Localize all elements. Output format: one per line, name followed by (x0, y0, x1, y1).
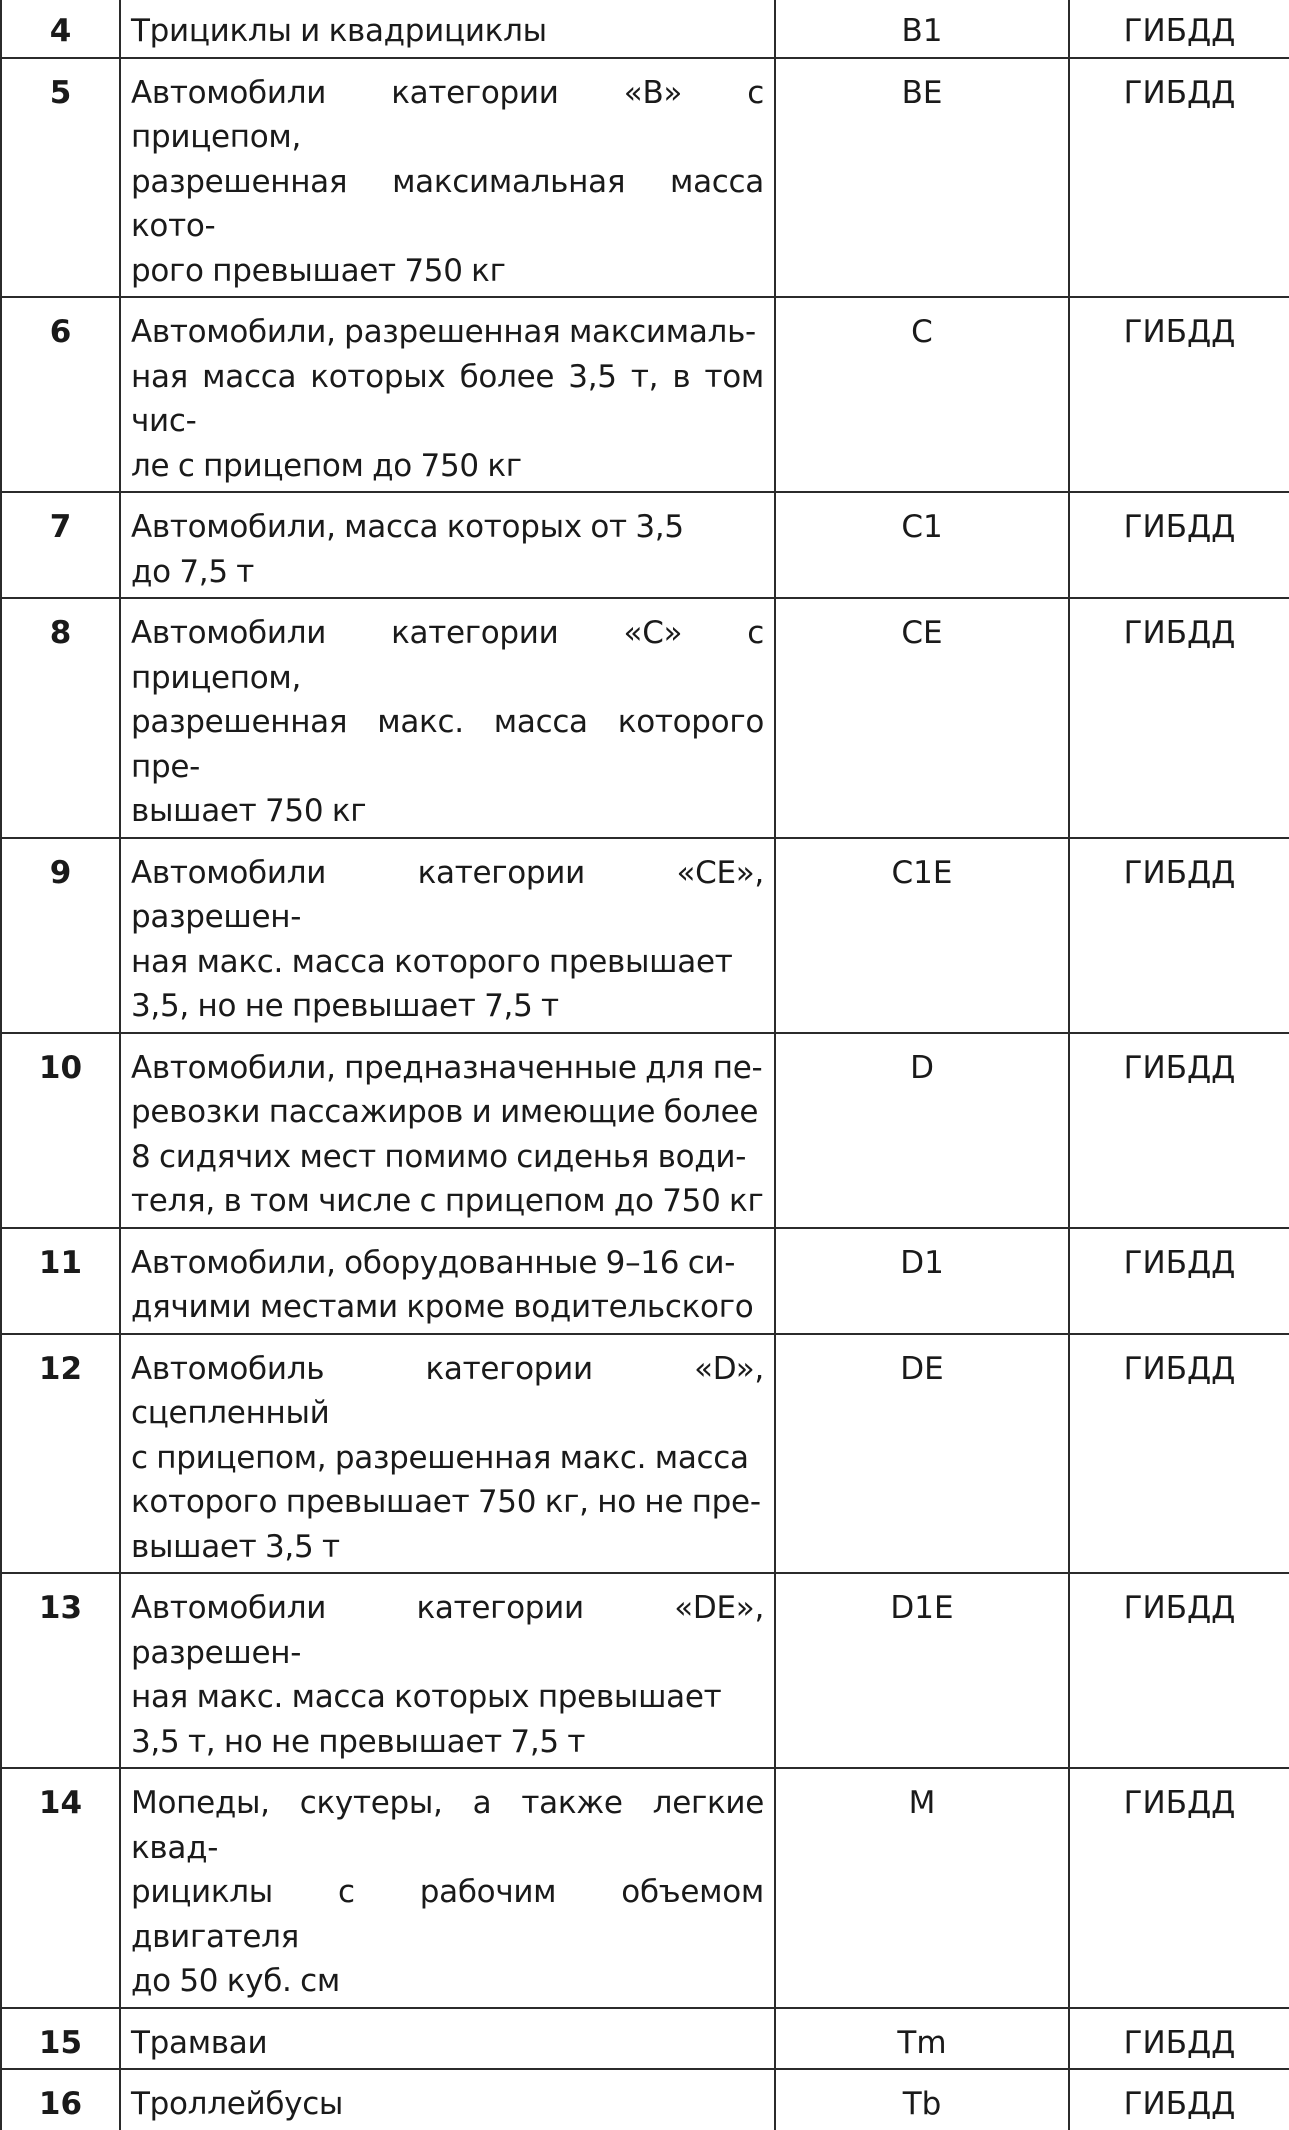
license-category: Tm (775, 2008, 1069, 2070)
table-body (1, 0, 1289, 2130)
issuing-authority: ГИБДД (1069, 1768, 1289, 2008)
description-line: вышает 750 кг (131, 793, 367, 829)
description-line: разрешенная макс. масса которого пре- (131, 704, 764, 785)
issuing-authority: ГИБДД (1069, 598, 1289, 838)
description-line: Автомобили категории «СЕ», разрешен- (131, 854, 764, 935)
table-row (1, 1768, 1289, 2008)
description-line: Автомобили категории «DE», разрешен- (131, 1590, 764, 1671)
table-row (1, 598, 1289, 838)
issuing-authority: ГИБДД (1069, 1033, 1289, 1228)
description-line: Автомобили категории «С» с прицепом, (131, 615, 764, 696)
vehicle-description (120, 492, 775, 598)
license-category: C1E (775, 838, 1069, 1033)
table-row (1, 297, 1289, 492)
description-line: дячими местами кроме водительского (131, 1289, 754, 1325)
description-line: ная масса которых более 3,5 т, в том чис- (131, 358, 764, 439)
license-category: D (775, 1033, 1069, 1228)
description-line: рициклы с рабочим объемом двигателя (131, 1874, 764, 1955)
description-line: Автомобили категории «В» с прицепом, (131, 74, 764, 155)
issuing-authority: ГИБДД (1069, 1334, 1289, 1574)
row-number: 6 (1, 297, 120, 492)
issuing-authority: ГИБДД (1069, 1228, 1289, 1334)
table-row (1, 0, 1289, 58)
row-number: 15 (1, 2008, 120, 2070)
vehicle-description (120, 2069, 775, 2130)
issuing-authority: ГИБДД (1069, 58, 1289, 298)
license-category: D1E (775, 1573, 1069, 1768)
description-line: Автомобили, оборудованные 9–16 си- (131, 1244, 736, 1281)
issuing-authority: ГИБДД (1069, 2069, 1289, 2130)
issuing-authority: ГИБДД (1069, 297, 1289, 492)
table-row (1, 838, 1289, 1033)
vehicle-description (120, 1573, 775, 1768)
row-number: 9 (1, 838, 120, 1033)
description-line: вышает 3,5 т (131, 1528, 340, 1565)
row-number: 10 (1, 1033, 120, 1228)
vehicle-description (120, 0, 775, 58)
description-line: Мопеды, скутеры, а также легкие квад- (131, 1785, 764, 1866)
description-line: Троллейбусы (131, 2086, 344, 2122)
license-category: Tb (775, 2069, 1069, 2130)
row-number: 12 (1, 1334, 120, 1574)
vehicle-description (120, 2008, 775, 2070)
description-line: Трамваи (131, 2024, 268, 2061)
license-category: BE (775, 58, 1069, 298)
issuing-authority: ГИБДД (1069, 2008, 1289, 2070)
license-category: CE (775, 598, 1069, 838)
vehicle-description (120, 1768, 775, 2008)
description-line: ле с прицепом до 750 кг (131, 447, 522, 484)
row-number: 13 (1, 1573, 120, 1768)
vehicle-description (120, 598, 775, 838)
table-row (1, 58, 1289, 298)
description-line: 8 сидячих мест помимо сиденья води- (131, 1138, 747, 1175)
table-row (1, 1334, 1289, 1574)
license-category: C1 (775, 492, 1069, 598)
vehicle-description (120, 297, 775, 492)
row-number: 8 (1, 598, 120, 838)
table-row (1, 1033, 1289, 1228)
description-line: ная макс. масса которого превышает (131, 943, 733, 980)
row-number: 16 (1, 2069, 120, 2130)
description-line: разрешенная максимальная масса кото- (131, 163, 764, 244)
row-number: 5 (1, 58, 120, 298)
description-line: 3,5 т, но не превышает 7,5 т (131, 1723, 586, 1760)
description-line: Автомобили, предназначенные для пе- (131, 1049, 763, 1086)
description-line: 3,5, но не превышает 7,5 т (131, 988, 559, 1024)
table-row (1, 492, 1289, 598)
row-number: 7 (1, 492, 120, 598)
row-number: 14 (1, 1768, 120, 2008)
description-line: Трициклы и квадрициклы (131, 13, 547, 49)
description-line: Автомобили, масса которых от 3,5 (131, 509, 684, 545)
description-line: которого превышает 750 кг, но не пре- (131, 1484, 761, 1520)
license-category: D1 (775, 1228, 1069, 1334)
license-category: M (775, 1768, 1069, 2008)
description-line: теля, в том числе с прицепом до 750 кг (131, 1183, 764, 1219)
description-line: Автомобиль категории «D», сцепленный (131, 1350, 764, 1431)
row-number: 4 (1, 0, 120, 58)
description-line: Автомобили, разрешенная максималь- (131, 314, 756, 350)
license-category: DE (775, 1334, 1069, 1574)
description-line: ревозки пассажиров и имеющие более (131, 1094, 759, 1130)
vehicle-description (120, 58, 775, 298)
description-line: ная макс. масса которых превышает (131, 1679, 722, 1715)
issuing-authority: ГИБДД (1069, 492, 1289, 598)
description-line: рого превышает 750 кг (131, 252, 506, 289)
license-category: B1 (775, 0, 1069, 58)
issuing-authority: ГИБДД (1069, 838, 1289, 1033)
description-line: с прицепом, разрешенная макс. масса (131, 1439, 749, 1476)
description-line: до 7,5 т (131, 553, 255, 590)
vehicle-description (120, 838, 775, 1033)
table-row (1, 2008, 1289, 2070)
vehicle-description (120, 1033, 775, 1228)
table-row (1, 1573, 1289, 1768)
table-row (1, 2069, 1289, 2130)
license-category: C (775, 297, 1069, 492)
description-line: до 50 куб. см (131, 1963, 340, 1999)
issuing-authority: ГИБДД (1069, 1573, 1289, 1768)
vehicle-description (120, 1228, 775, 1334)
vehicle-description (120, 1334, 775, 1574)
issuing-authority: ГИБДД (1069, 0, 1289, 58)
table-row (1, 1228, 1289, 1334)
row-number: 11 (1, 1228, 120, 1334)
